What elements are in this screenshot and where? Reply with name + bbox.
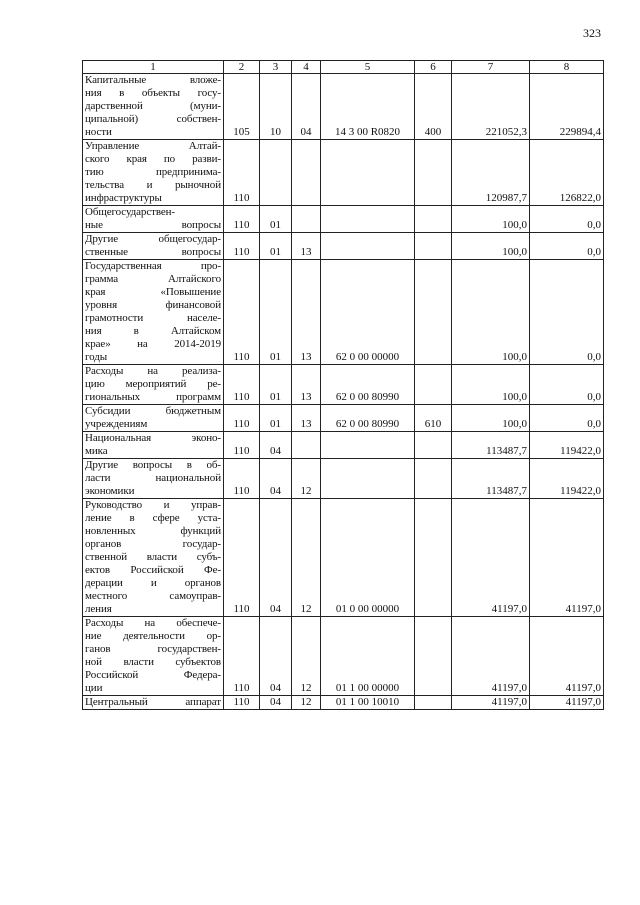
- subsection-cell: 12: [292, 459, 321, 499]
- subsection-cell: 13: [292, 365, 321, 405]
- subsection-cell: 13: [292, 405, 321, 432]
- row-name-cell: Управление Алтай- ского края по разви- тию предпринима- тельства и рыночной инфраструктуры: [83, 140, 224, 206]
- amount-2020-cell: 0,0: [530, 206, 604, 233]
- receiver-code-cell: 110: [224, 617, 260, 696]
- section-cell: 10: [260, 74, 292, 140]
- amount-2020-cell: 0,0: [530, 233, 604, 260]
- subsection-cell: 12: [292, 617, 321, 696]
- amount-2019-cell: 41197,0: [452, 696, 530, 710]
- amount-2019-cell: 100,0: [452, 365, 530, 405]
- target-article-cell: 62 0 00 80990: [321, 365, 415, 405]
- target-article-cell: 01 1 00 00000: [321, 617, 415, 696]
- amount-2019-cell: 120987,7: [452, 140, 530, 206]
- amount-2019-cell: 100,0: [452, 233, 530, 260]
- row-name-cell: Государственная про- грамма Алтайского края «Повышение уровня финансовой грамотности населе- ния в Алтайском крае» на 2014-2019 годы: [83, 260, 224, 365]
- receiver-code-cell: 110: [224, 233, 260, 260]
- amount-2019-cell: 41197,0: [452, 617, 530, 696]
- amount-2020-cell: 41197,0: [530, 499, 604, 617]
- column-header-4: 4: [292, 61, 321, 74]
- row-name-cell: Другие вопросы в об- ласти национальной экономики: [83, 459, 224, 499]
- target-article-cell: [321, 459, 415, 499]
- row-name-cell: Национальная эконо- мика: [83, 432, 224, 459]
- table-row: [83, 432, 604, 459]
- row-name-cell: Субсидии бюджетным учреждениям: [83, 405, 224, 432]
- subsection-cell: [292, 432, 321, 459]
- subsection-cell: 12: [292, 499, 321, 617]
- table-header-row: [83, 61, 604, 74]
- amount-2020-cell: 0,0: [530, 405, 604, 432]
- expense-type-cell: [415, 206, 452, 233]
- receiver-code-cell: 110: [224, 432, 260, 459]
- expense-type-cell: [415, 696, 452, 710]
- section-cell: 04: [260, 432, 292, 459]
- section-cell: 01: [260, 206, 292, 233]
- column-header-7: 7: [452, 61, 530, 74]
- amount-2019-cell: 113487,7: [452, 459, 530, 499]
- table-row: [83, 617, 604, 696]
- receiver-code-cell: 110: [224, 499, 260, 617]
- target-article-cell: [321, 233, 415, 260]
- table-row: [83, 499, 604, 617]
- section-cell: [260, 140, 292, 206]
- subsection-cell: 13: [292, 233, 321, 260]
- expense-type-cell: [415, 365, 452, 405]
- section-cell: 04: [260, 617, 292, 696]
- receiver-code-cell: 110: [224, 140, 260, 206]
- target-article-cell: 14 3 00 R0820: [321, 74, 415, 140]
- column-header-2: 2: [224, 61, 260, 74]
- expense-type-cell: [415, 459, 452, 499]
- row-name-cell: Расходы на обеспече- ние деятельности ор- ганов государствен- ной власти субъектов Российской Федера- ции: [83, 617, 224, 696]
- row-name-cell: Другие общегосудар- ственные вопросы: [83, 233, 224, 260]
- column-header-1: 1: [83, 61, 224, 74]
- amount-2020-cell: 119422,0: [530, 459, 604, 499]
- target-article-cell: 01 0 00 00000: [321, 499, 415, 617]
- amount-2020-cell: 126822,0: [530, 140, 604, 206]
- expense-type-cell: [415, 260, 452, 365]
- expense-type-cell: 400: [415, 74, 452, 140]
- expense-type-cell: [415, 432, 452, 459]
- table-row: [83, 140, 604, 206]
- table-row: [83, 74, 604, 140]
- subsection-cell: [292, 206, 321, 233]
- amount-2019-cell: 100,0: [452, 405, 530, 432]
- amount-2019-cell: 221052,3: [452, 74, 530, 140]
- row-name-cell: Расходы на реализа- цию мероприятий ре- гиональных программ: [83, 365, 224, 405]
- row-name-cell: Общегосударствен- ные вопросы: [83, 206, 224, 233]
- expense-type-cell: [415, 499, 452, 617]
- row-name-cell: Капитальные вложе- ния в объекты госу- дарственной (муни- ципальной) собствен- ности: [83, 74, 224, 140]
- target-article-cell: [321, 432, 415, 459]
- subsection-cell: [292, 140, 321, 206]
- section-cell: 01: [260, 260, 292, 365]
- table-row: [83, 233, 604, 260]
- receiver-code-cell: 110: [224, 696, 260, 710]
- column-header-6: 6: [415, 61, 452, 74]
- receiver-code-cell: 110: [224, 260, 260, 365]
- receiver-code-cell: 110: [224, 459, 260, 499]
- row-name-cell: Центральный аппарат: [83, 696, 224, 710]
- amount-2020-cell: 0,0: [530, 260, 604, 365]
- column-header-5: 5: [321, 61, 415, 74]
- target-article-cell: [321, 206, 415, 233]
- table-row: [83, 405, 604, 432]
- section-cell: 04: [260, 459, 292, 499]
- page-number: 323: [583, 26, 601, 40]
- column-header-8: 8: [530, 61, 604, 74]
- receiver-code-cell: 105: [224, 74, 260, 140]
- section-cell: 04: [260, 499, 292, 617]
- amount-2019-cell: 41197,0: [452, 499, 530, 617]
- table-row: [83, 206, 604, 233]
- amount-2020-cell: 41197,0: [530, 617, 604, 696]
- receiver-code-cell: 110: [224, 206, 260, 233]
- budget-table: [82, 60, 604, 710]
- table-row: [83, 459, 604, 499]
- expense-type-cell: [415, 233, 452, 260]
- subsection-cell: 12: [292, 696, 321, 710]
- target-article-cell: 62 0 00 80990: [321, 405, 415, 432]
- receiver-code-cell: 110: [224, 365, 260, 405]
- subsection-cell: 13: [292, 260, 321, 365]
- expense-type-cell: [415, 140, 452, 206]
- section-cell: 01: [260, 365, 292, 405]
- amount-2020-cell: 229894,4: [530, 74, 604, 140]
- amount-2020-cell: 41197,0: [530, 696, 604, 710]
- amount-2020-cell: 0,0: [530, 365, 604, 405]
- row-name-cell: Руководство и управ- ление в сфере уста- новленных функций органов государ- ственной власти субъ- ектов Российской Фе- дерации и органов местного самоуправ- ления: [83, 499, 224, 617]
- target-article-cell: [321, 140, 415, 206]
- table-row: [83, 365, 604, 405]
- amount-2019-cell: 100,0: [452, 206, 530, 233]
- target-article-cell: 01 1 00 10010: [321, 696, 415, 710]
- table-body: [83, 74, 604, 710]
- subsection-cell: 04: [292, 74, 321, 140]
- table-row: [83, 260, 604, 365]
- target-article-cell: 62 0 00 00000: [321, 260, 415, 365]
- table-row: [83, 696, 604, 710]
- expense-type-cell: [415, 617, 452, 696]
- section-cell: 01: [260, 405, 292, 432]
- amount-2020-cell: 119422,0: [530, 432, 604, 459]
- section-cell: 01: [260, 233, 292, 260]
- amount-2019-cell: 113487,7: [452, 432, 530, 459]
- expense-type-cell: 610: [415, 405, 452, 432]
- amount-2019-cell: 100,0: [452, 260, 530, 365]
- section-cell: 04: [260, 696, 292, 710]
- column-header-3: 3: [260, 61, 292, 74]
- receiver-code-cell: 110: [224, 405, 260, 432]
